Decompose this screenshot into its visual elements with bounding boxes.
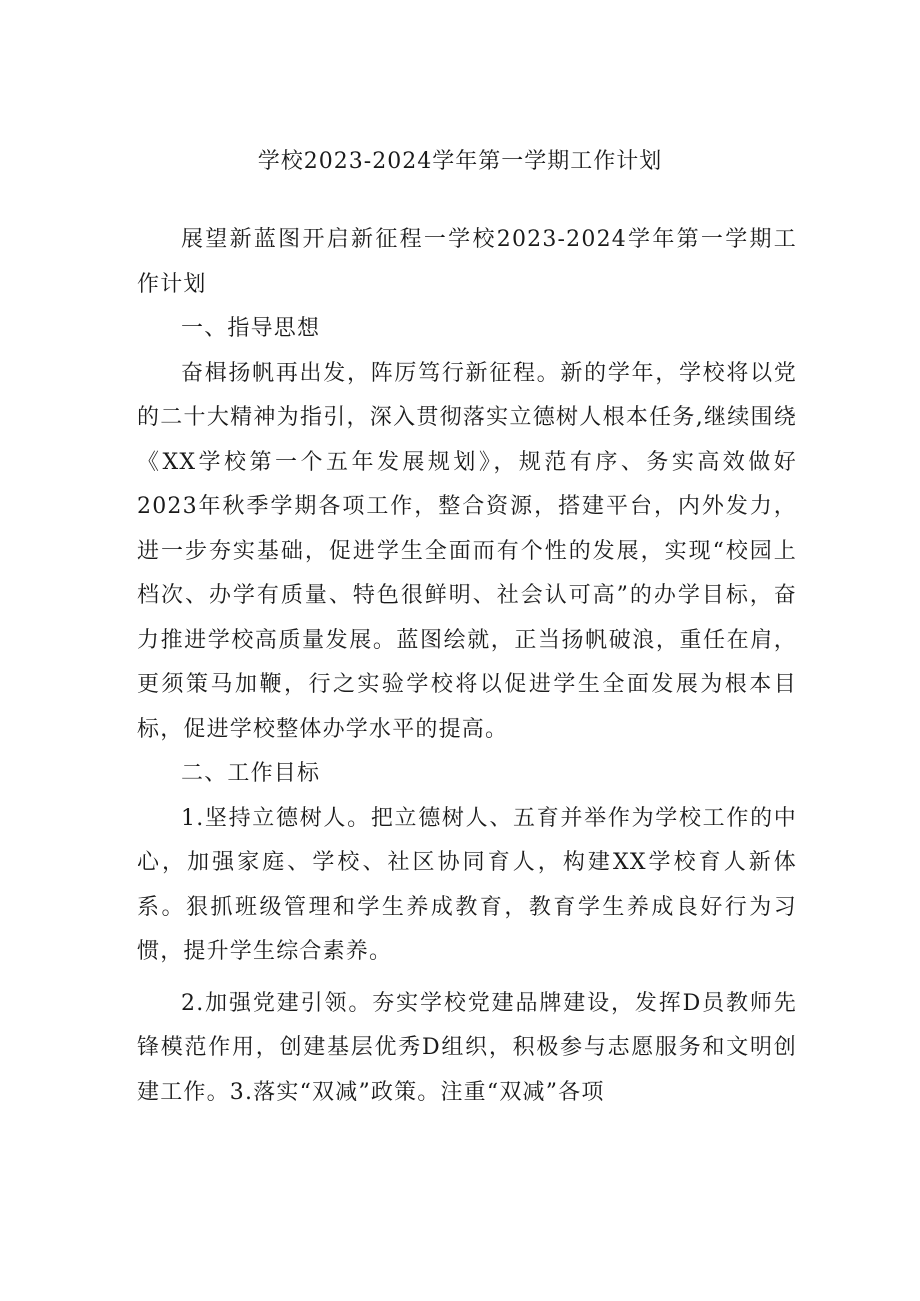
goal-item-1: 1.坚持立德树人。把立德树人、五育并举作为学校工作的中心，加强家庭、学校、社区协同育人，构建XX学校育人新体系。狠抓班级管理和学生养成教育，教育学生养成良好行为习惯，提升学生综合素养。 <box>137 805 797 964</box>
document-body <box>137 218 797 1115</box>
section2-heading: 二、工作目标 <box>181 761 321 786</box>
section1-paragraph: 奋楫扬帆再出发，阵厉笃行新征程。新的学年，学校将以党的二十大精神为指引，深入贯彻落实立德树人根本任务,继续围绕《XX学校第一个五年发展规划》，规范有序、务实高效做好2023年秋季学期各项工作，整合资源，搭建平台，内外发力，进一步夯实基础，促进学生全面而有个性的发展，实现“校园上档次、办学有质量、特色很鲜明、社会认可高”的办学目标，奋力推进学校高质量发展。蓝图绘就，正当扬帆破浪，重任在肩，更须策马加鞭，行之实验学校将以促进学生全面发展为根本目标，促进学校整体办学水平的提高。 <box>137 360 797 742</box>
document-subtitle: 展望新蓝图开启新征程一学校2023-2024学年第一学期工作计划 <box>137 227 797 297</box>
goal-item-2: 2.加强党建引领。夯实学校党建品牌建设，发挥D员教师先锋模范作用，创建基层优秀D组织，积极参与志愿服务和文明创建工作。3.落实“双减”政策。注重“双减”各项 <box>137 990 797 1105</box>
document-title: 学校2023-2024学年第一学期工作计划 <box>257 149 663 174</box>
section1-heading: 一、指导思想 <box>181 316 321 341</box>
